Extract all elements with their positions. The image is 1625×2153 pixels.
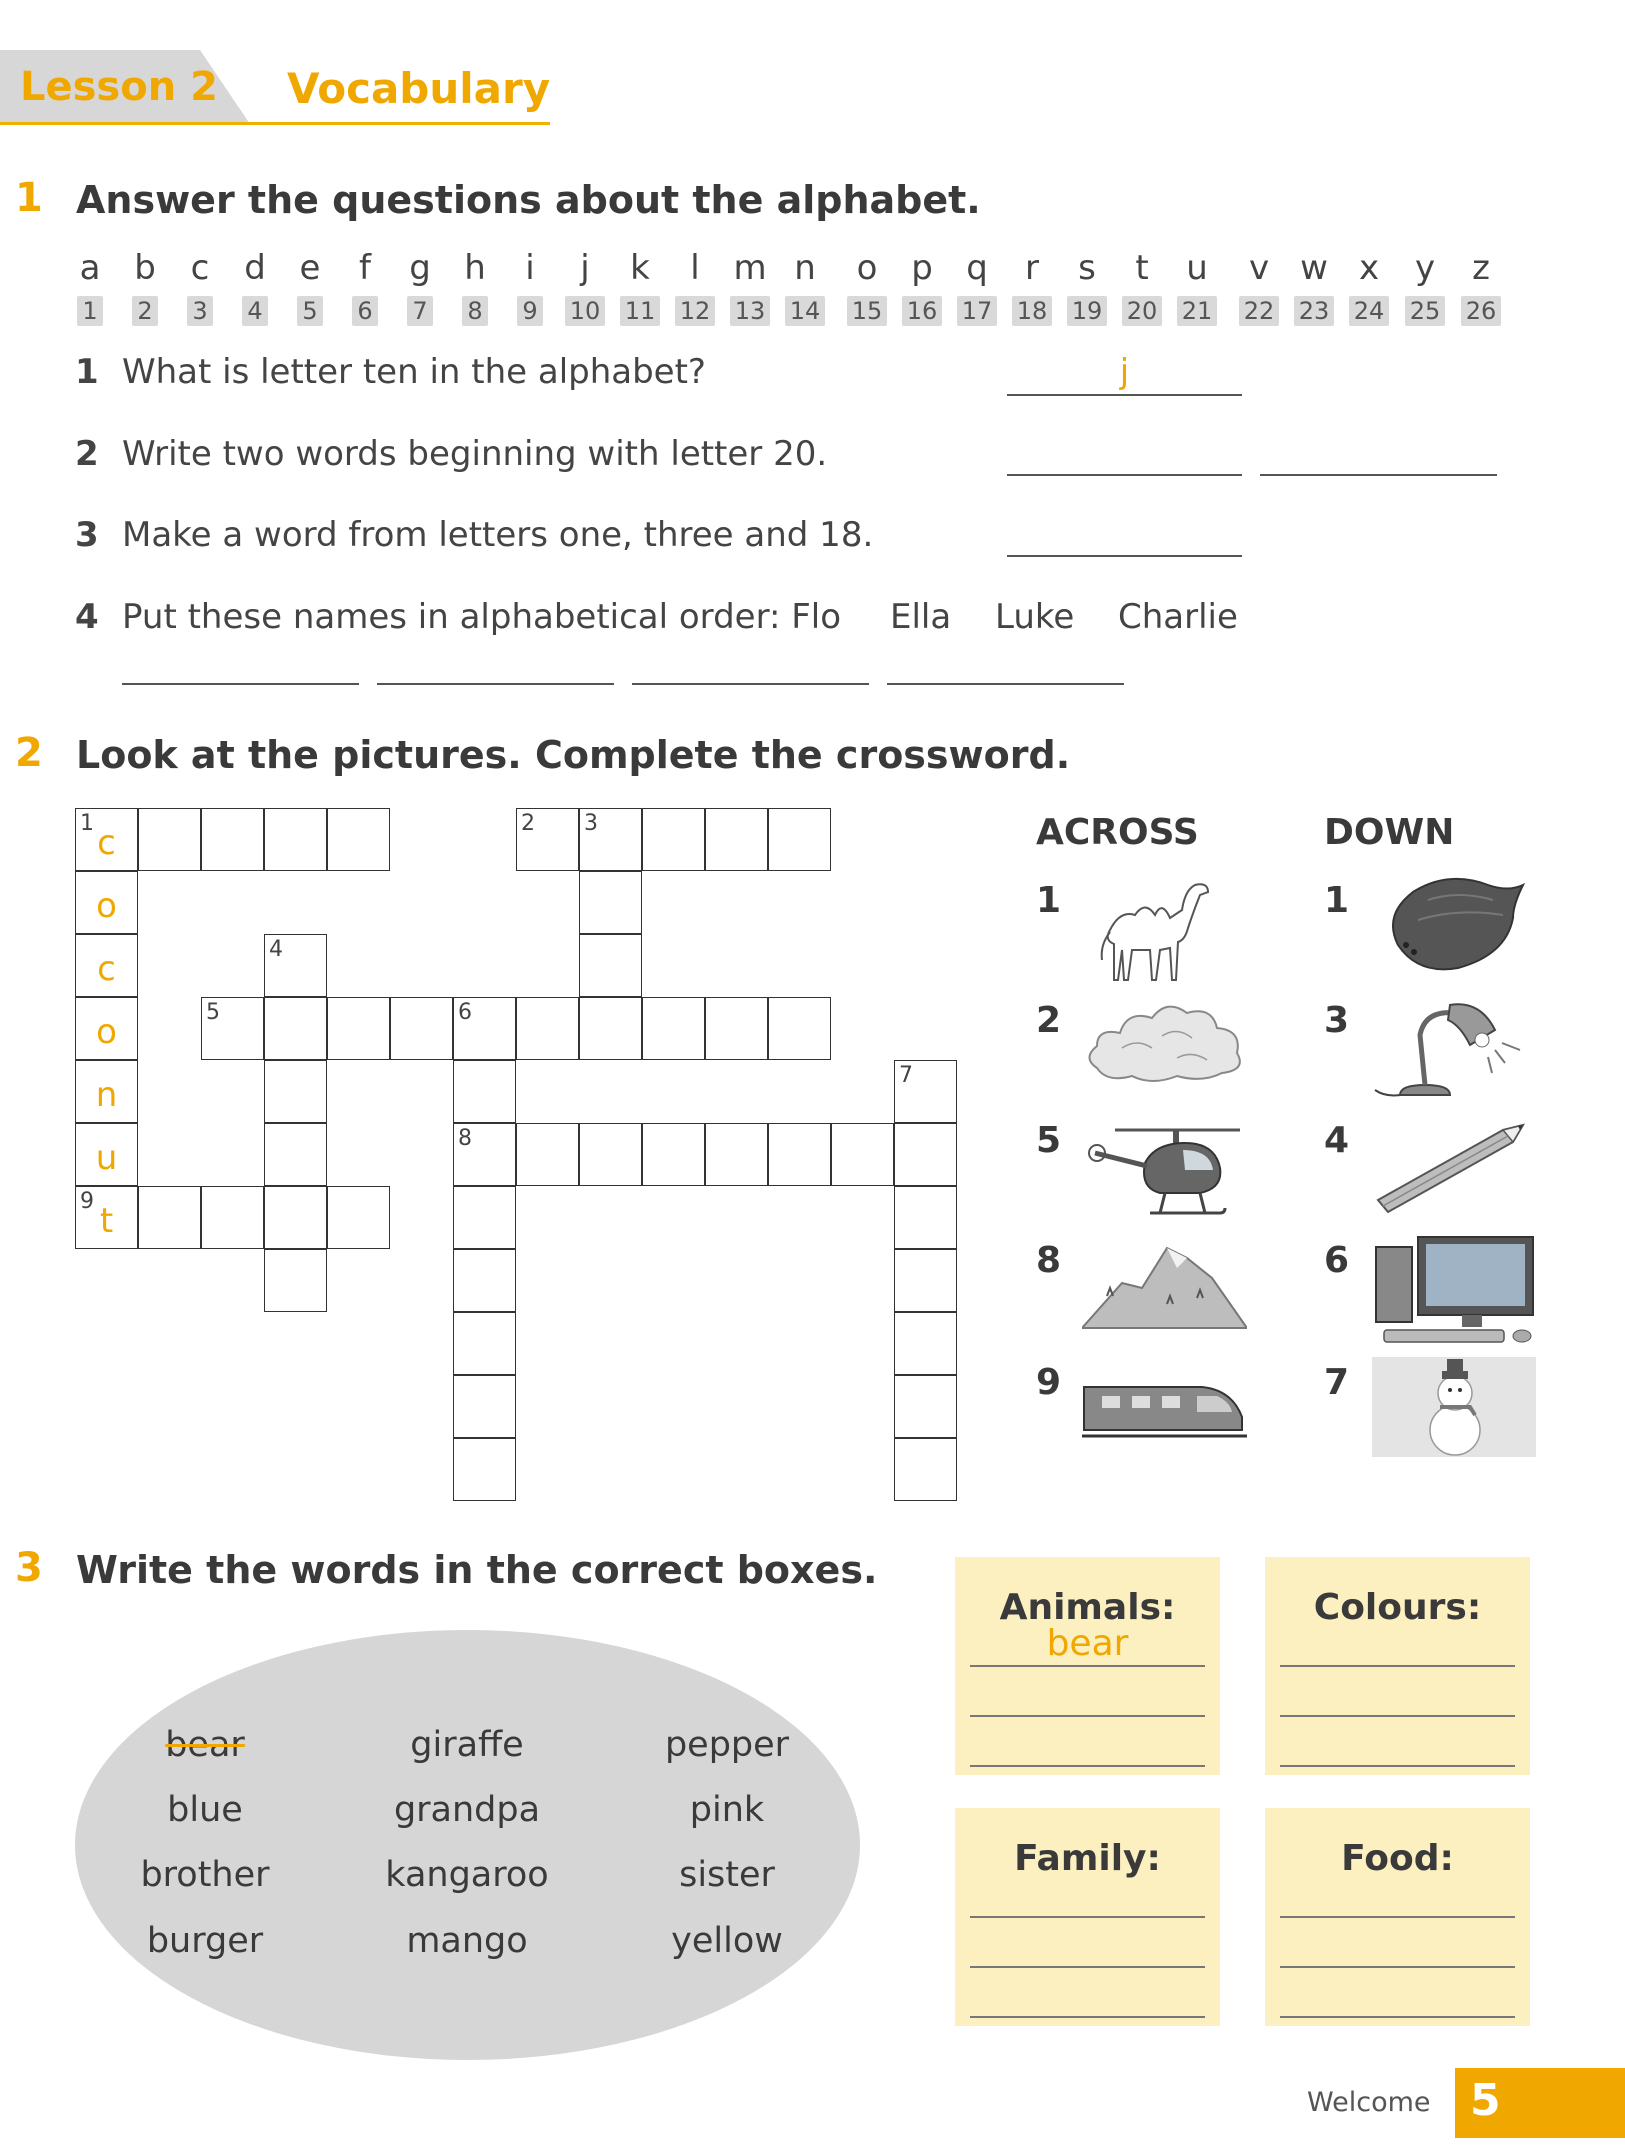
question-2-answer-line-a[interactable] (1007, 474, 1242, 476)
computer-icon (1374, 1232, 1539, 1347)
food-box-title: Food: (1341, 1838, 1454, 1879)
section-2-number: 2 (15, 730, 43, 776)
crossword-clue-number: 2 (521, 811, 535, 836)
word-pink: pink (689, 1790, 765, 1830)
crossword-cell[interactable] (201, 997, 264, 1060)
crossword-cell[interactable] (579, 934, 642, 997)
crossword-cell[interactable] (579, 997, 642, 1060)
crossword-clue-number: 6 (458, 1000, 472, 1025)
crossword-cell[interactable] (705, 1123, 768, 1186)
alphabet-letter: y (1414, 248, 1436, 288)
crossword-cell[interactable] (264, 997, 327, 1060)
helicopter-icon (1085, 1118, 1245, 1228)
crossword-cell[interactable] (327, 808, 390, 871)
crossword-cell[interactable] (453, 1186, 516, 1249)
crossword-cell[interactable] (579, 1123, 642, 1186)
colours-box (1265, 1557, 1530, 1775)
question-1-number: 1 (75, 352, 99, 392)
animals-box-answer: bear (1046, 1623, 1129, 1664)
crossword-cell[interactable] (642, 997, 705, 1060)
alphabet-letter: i (525, 248, 535, 288)
down-heading: DOWN (1324, 812, 1455, 853)
alphabet-number: 5 (297, 296, 323, 326)
lamp-icon (1370, 995, 1535, 1105)
down-clue-1-number: 1 (1324, 880, 1350, 921)
crossword-cell[interactable] (453, 1123, 516, 1186)
crossword-cell[interactable] (264, 1249, 327, 1312)
camel-icon (1090, 870, 1220, 985)
crossword-cell[interactable] (453, 1060, 516, 1123)
crossword-clue-number: 9 (80, 1189, 94, 1214)
crossword-cell[interactable] (894, 1375, 957, 1438)
crossword-cell[interactable] (75, 934, 138, 997)
mountain-icon (1082, 1238, 1247, 1338)
across-clue-5-number: 5 (1036, 1120, 1062, 1161)
animals-box-title: Animals: (999, 1587, 1176, 1628)
question-4-number: 4 (75, 597, 99, 637)
crossword-letter: o (96, 1012, 117, 1052)
alphabet-number: 26 (1461, 296, 1501, 326)
alphabet-letter: d (244, 248, 266, 288)
alphabet-number: 9 (517, 296, 543, 326)
crossword-letter: c (97, 823, 116, 863)
colours-box-line-1[interactable] (1280, 1665, 1515, 1667)
alphabet-letter: f (359, 248, 371, 288)
alphabet-number: 13 (730, 296, 770, 326)
crossword-cell[interactable] (768, 808, 831, 871)
crossword-cell[interactable] (201, 1186, 264, 1249)
crossword-cell[interactable] (75, 1186, 138, 1249)
word-grandpa: grandpa (393, 1790, 541, 1830)
section-1-number: 1 (15, 175, 43, 221)
alphabet-letter: s (1078, 248, 1096, 288)
food-box (1265, 1808, 1530, 2026)
crossword-cell[interactable] (453, 997, 516, 1060)
word-cloud (75, 1630, 860, 2060)
across-clue-9-number: 9 (1036, 1362, 1062, 1403)
crossword-cell[interactable] (264, 1186, 327, 1249)
alphabet-letter: h (464, 248, 486, 288)
alphabet-letter: l (690, 248, 700, 288)
snowman-icon (1370, 1355, 1538, 1460)
animals-box-line-1[interactable] (970, 1665, 1205, 1667)
question-3-text: Make a word from letters one, three and 18. (122, 515, 874, 555)
crossword-letter: c (97, 949, 116, 989)
alphabet-number: 1 (77, 296, 103, 326)
page-number: 5 (1470, 2075, 1501, 2126)
food-box-line-1[interactable] (1280, 1916, 1515, 1918)
across-heading: ACROSS (1036, 812, 1199, 853)
crossword-cell[interactable] (453, 1312, 516, 1375)
crossword-cell[interactable] (705, 808, 768, 871)
alphabet-number: 25 (1405, 296, 1445, 326)
crossword-letter: o (96, 886, 117, 926)
food-box-line-2[interactable] (1280, 1966, 1515, 1968)
alphabet-letter: v (1248, 248, 1270, 288)
alphabet-number: 4 (242, 296, 268, 326)
alphabet-letter: m (733, 248, 767, 288)
family-box-line-3[interactable] (970, 2016, 1205, 2018)
down-clue-3-number: 3 (1324, 1000, 1350, 1041)
alphabet-letter: t (1135, 248, 1149, 288)
alphabet-number: 23 (1294, 296, 1334, 326)
pencil-icon (1373, 1120, 1533, 1220)
crossword-cell[interactable] (831, 1123, 894, 1186)
word-yellow: yellow (671, 1921, 783, 1961)
alphabet-number: 8 (462, 296, 488, 326)
crossword-cell[interactable] (327, 1186, 390, 1249)
across-clue-1-number: 1 (1036, 880, 1062, 921)
alphabet-letter: w (1300, 248, 1328, 288)
word-brother: brother (140, 1855, 270, 1895)
question-4-text: Put these names in alphabetical order: Flo (122, 597, 842, 637)
crossword-cell[interactable] (327, 997, 390, 1060)
alphabet-letter: j (580, 248, 590, 288)
alphabet-letter: a (79, 248, 101, 288)
alphabet-letter: o (856, 248, 878, 288)
cloud-icon (1082, 998, 1247, 1088)
section-2-title: Look at the pictures. Complete the crossword. (76, 733, 1071, 777)
crossword-letter: t (99, 1201, 114, 1241)
crossword-cell[interactable] (516, 808, 579, 871)
alphabet-letter: c (190, 248, 210, 288)
crossword-cell[interactable] (579, 871, 642, 934)
alphabet-number: 17 (957, 296, 997, 326)
crossword-cell[interactable] (138, 808, 201, 871)
question-1-text: What is letter ten in the alphabet? (122, 352, 706, 392)
alphabet-letter: u (1186, 248, 1208, 288)
family-box-line-2[interactable] (970, 1966, 1205, 1968)
alphabet-number: 21 (1177, 296, 1217, 326)
question-4-answer-line-3[interactable] (632, 683, 869, 685)
crossword-clue-number: 4 (269, 937, 283, 962)
alphabet-number: 16 (902, 296, 942, 326)
alphabet-letter: r (1025, 248, 1039, 288)
alphabet-number: 6 (352, 296, 378, 326)
alphabet-number: 10 (565, 296, 605, 326)
alphabet-number: 3 (187, 296, 213, 326)
crossword-cell[interactable] (75, 871, 138, 934)
crossword-cell[interactable] (894, 1186, 957, 1249)
across-clue-2-number: 2 (1036, 1000, 1062, 1041)
alphabet-letter: x (1358, 248, 1380, 288)
animals-box (955, 1557, 1220, 1775)
crossword-cell[interactable] (75, 808, 138, 871)
alphabet-letter: e (299, 248, 321, 288)
colours-box-title: Colours: (1313, 1587, 1482, 1628)
word-sister: sister (679, 1855, 775, 1895)
crossword-clue-number: 5 (206, 1000, 220, 1025)
crossword-clue-number: 1 (80, 811, 94, 836)
section-3-number: 3 (15, 1545, 43, 1591)
coconut-icon (1378, 870, 1528, 975)
alphabet-letter: q (966, 248, 988, 288)
question-2-number: 2 (75, 434, 99, 474)
alphabet-number: 19 (1067, 296, 1107, 326)
alphabet-number: 24 (1349, 296, 1389, 326)
crossword-cell[interactable] (75, 1123, 138, 1186)
word-mango: mango (406, 1921, 528, 1961)
alphabet-number: 2 (132, 296, 158, 326)
crossword-cell[interactable] (894, 1123, 957, 1186)
crossword-cell[interactable] (264, 934, 327, 997)
crossword-clue-number: 3 (584, 811, 598, 836)
page-title: Vocabulary (287, 64, 551, 113)
question-1-answer-line[interactable] (1007, 394, 1242, 396)
animals-box-line-2[interactable] (970, 1715, 1205, 1717)
crossword-cell[interactable] (516, 1123, 579, 1186)
crossword-cell[interactable] (453, 1249, 516, 1312)
down-clue-6-number: 6 (1324, 1240, 1350, 1281)
crossword-cell[interactable] (642, 1123, 705, 1186)
crossword-letter: n (95, 1075, 118, 1115)
question-4-answer-line-4[interactable] (887, 683, 1124, 685)
crossword-cell[interactable] (768, 997, 831, 1060)
question-1-answer: j (1119, 352, 1130, 392)
crossword-cell[interactable] (768, 1123, 831, 1186)
question-4-name-ella: Ella (890, 597, 952, 637)
alphabet-number: 14 (785, 296, 825, 326)
crossword-cell[interactable] (705, 997, 768, 1060)
section-3-title: Write the words in the correct boxes. (76, 1548, 878, 1592)
question-2-text: Write two words beginning with letter 20. (122, 434, 828, 474)
lesson-label: Lesson 2 (20, 64, 218, 110)
crossword-cell[interactable] (453, 1438, 516, 1501)
crossword-cell[interactable] (75, 1060, 138, 1123)
colours-box-line-2[interactable] (1280, 1715, 1515, 1717)
word-pepper: pepper (664, 1725, 790, 1765)
crossword-cell[interactable] (75, 997, 138, 1060)
alphabet-letter: g (409, 248, 431, 288)
alphabet-number: 11 (620, 296, 660, 326)
alphabet-number: 18 (1012, 296, 1052, 326)
crossword-cell[interactable] (516, 997, 579, 1060)
footer-unit-label: Welcome (1307, 2087, 1431, 2118)
alphabet-letter: b (134, 248, 156, 288)
word-bear: bear (165, 1725, 245, 1765)
header-underline (0, 122, 550, 125)
crossword-cell[interactable] (579, 808, 642, 871)
animals-box-line-3[interactable] (970, 1765, 1205, 1767)
question-3-number: 3 (75, 515, 99, 555)
colours-box-line-3[interactable] (1280, 1765, 1515, 1767)
alphabet-number: 22 (1239, 296, 1279, 326)
question-4-answer-line-2[interactable] (377, 683, 614, 685)
question-4-name-charlie: Charlie (1118, 597, 1238, 637)
crossword-clue-number: 8 (458, 1126, 472, 1151)
crossword-cell[interactable] (390, 997, 453, 1060)
crossword-cell[interactable] (201, 808, 264, 871)
crossword-cell[interactable] (138, 1186, 201, 1249)
alphabet-number: 20 (1122, 296, 1162, 326)
word-giraffe: giraffe (410, 1725, 524, 1765)
section-1-title: Answer the questions about the alphabet. (76, 178, 981, 222)
food-box-line-3[interactable] (1280, 2016, 1515, 2018)
word-kangaroo: kangaroo (385, 1855, 549, 1895)
alphabet-letter: n (794, 248, 816, 288)
alphabet-letter: z (1472, 248, 1490, 288)
family-box-title: Family: (1014, 1838, 1161, 1879)
crossword-cell[interactable] (264, 808, 327, 871)
alphabet-letter: p (911, 248, 933, 288)
word-blue: blue (167, 1790, 243, 1830)
crossword-clue-number: 7 (899, 1063, 913, 1088)
train-icon (1082, 1372, 1247, 1442)
question-4-answer-line-1[interactable] (122, 683, 359, 685)
crossword-cell[interactable] (894, 1438, 957, 1501)
down-clue-7-number: 7 (1324, 1362, 1350, 1403)
alphabet-letter: k (630, 248, 650, 288)
word-burger: burger (146, 1921, 264, 1961)
crossword-letter: u (95, 1138, 118, 1178)
crossword-cell[interactable] (453, 1375, 516, 1438)
alphabet-number: 15 (847, 296, 887, 326)
crossword-cell[interactable] (894, 1060, 957, 1123)
down-clue-4-number: 4 (1324, 1120, 1350, 1161)
question-4-name-luke: Luke (995, 597, 1075, 637)
across-clue-8-number: 8 (1036, 1240, 1062, 1281)
crossword-cell[interactable] (642, 808, 705, 871)
crossword-cell[interactable] (264, 1060, 327, 1123)
alphabet-number: 7 (407, 296, 433, 326)
alphabet-number: 12 (675, 296, 715, 326)
crossword-cell[interactable] (264, 1123, 327, 1186)
family-box (955, 1808, 1220, 2026)
crossword-cell[interactable] (894, 1249, 957, 1312)
family-box-line-1[interactable] (970, 1916, 1205, 1918)
question-3-answer-line[interactable] (1007, 555, 1242, 557)
question-2-answer-line-b[interactable] (1260, 474, 1497, 476)
crossword-cell[interactable] (894, 1312, 957, 1375)
